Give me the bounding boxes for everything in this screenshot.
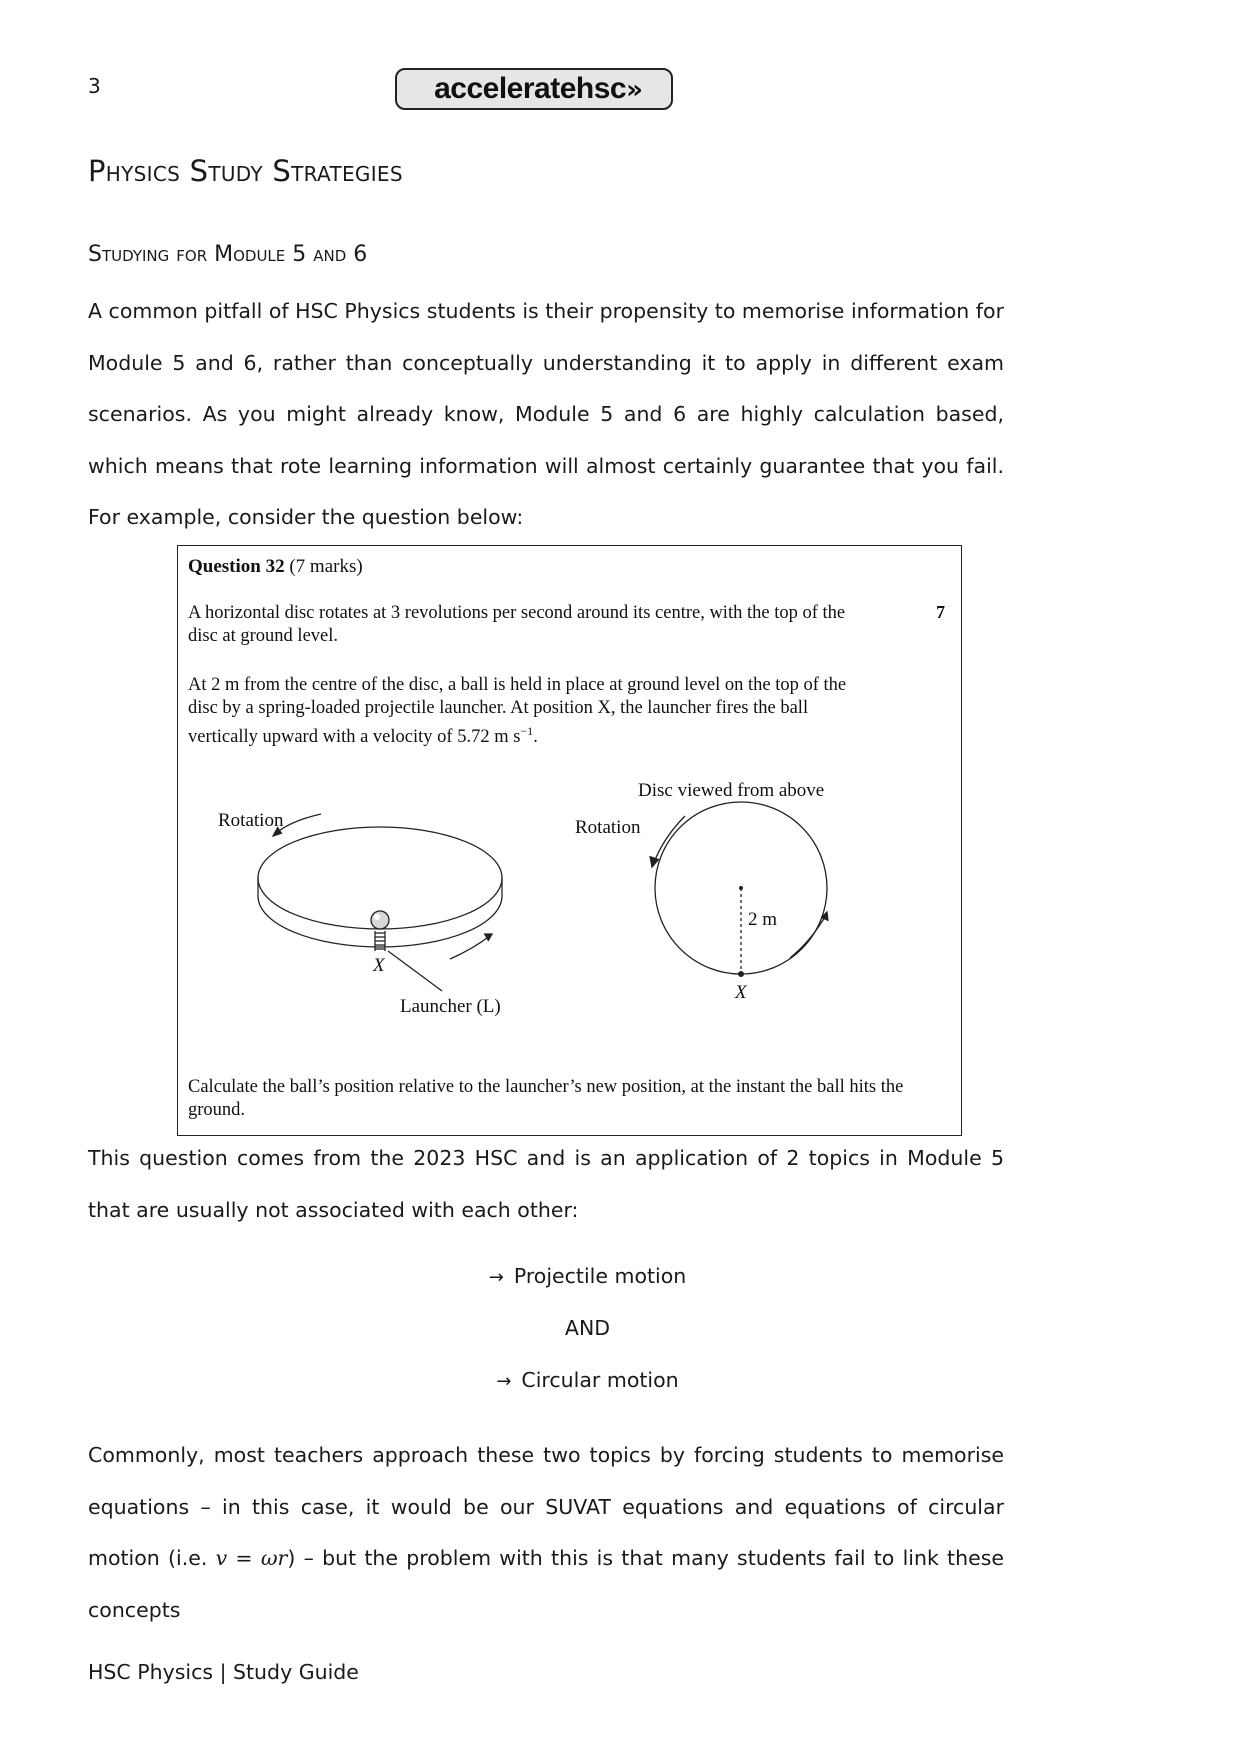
launcher-pointer-line (388, 951, 442, 991)
question-text-2-end: . (533, 727, 538, 748)
paragraph-3-text-end: ) – but the problem with this is that many students fail to link these concepts (88, 1546, 1004, 1622)
arrow-right-icon: → (496, 1371, 512, 1392)
exam-question-box (177, 545, 962, 1136)
question-text-3: Calculate the ball’s position relative to the launcher’s new position, at the instant the ball hits the ground. (188, 1077, 904, 1120)
radius-label: 2 m (748, 909, 778, 930)
topic-item-circular (0, 1368, 1175, 1392)
paragraph-3-text: Commonly, most teachers approach these two topics by forcing students to memorise equations – in this case, it would be our SUVAT equations and equations of circular motion (i.e. (88, 1443, 1004, 1570)
rotation-arrow-bottom-icon (450, 935, 491, 959)
ball-icon (371, 911, 389, 929)
question-text-1: A horizontal disc rotates at 3 revolutions per second around its centre, with the top of the disc at ground level. (188, 603, 846, 646)
page-footer: HSC Physics | Study Guide (88, 1660, 359, 1684)
unit-exponent: −1 (520, 724, 534, 738)
spring-launcher-icon (375, 931, 385, 951)
question-text-2 (188, 674, 878, 749)
topic-and: AND (564, 1316, 611, 1340)
section-title: Studying for Module 5 and 6 (88, 242, 368, 267)
question-marks-margin: 7 (936, 602, 945, 622)
page-number: 3 (88, 74, 101, 98)
paragraph-3 (88, 1430, 1004, 1636)
arrow-right-icon: → (488, 1267, 504, 1288)
question-header (188, 556, 363, 578)
topic-label: Projectile motion (513, 1264, 687, 1288)
right-rotation-label: Rotation (575, 817, 641, 838)
topic-label: Circular motion (521, 1368, 679, 1392)
logo-text: acceleratehsc (434, 72, 627, 105)
launcher-label: Launcher (L) (400, 996, 501, 1017)
double-chevron-right-icon: » (626, 75, 634, 105)
centre-dot (739, 886, 743, 890)
brand-logo (395, 68, 673, 110)
left-x-label: X (373, 955, 385, 976)
top-view-title: Disc viewed from above (638, 780, 825, 801)
question-marks: (7 marks) (289, 556, 363, 577)
topic-item-projectile (0, 1264, 1175, 1288)
left-rotation-label: Rotation (218, 810, 284, 831)
page-title: Physics Study Strategies (88, 154, 403, 188)
question-text-2-body: At 2 m from the centre of the disc, a ball is held in place at ground level on the top of the disc by a spring-loaded projectile launcher. At position X, the launcher fires the ball vertically upward with a velocity of 5.72 m s (188, 675, 847, 748)
right-x-label: X (735, 982, 747, 1003)
velocity-equation: v = ωr (215, 1546, 288, 1570)
disc-diagram (178, 776, 963, 1076)
intro-paragraph: A common pitfall of HSC Physics students is their propensity to memorise information for Module 5 and 6, rather than conceptually understanding it to apply in different exam scenarios. As you might already know, Module 5 and 6 are highly calculation based, which means that rote learning information will almost certainly guarantee that you fail. For example, consider the question below: (88, 299, 1004, 529)
question-number: Question 32 (188, 556, 285, 577)
paragraph-2: This question comes from the 2023 HSC and is an application of 2 topics in Module 5 that are usually not associated with each other: (88, 1146, 1004, 1222)
position-x-dot (738, 971, 744, 977)
